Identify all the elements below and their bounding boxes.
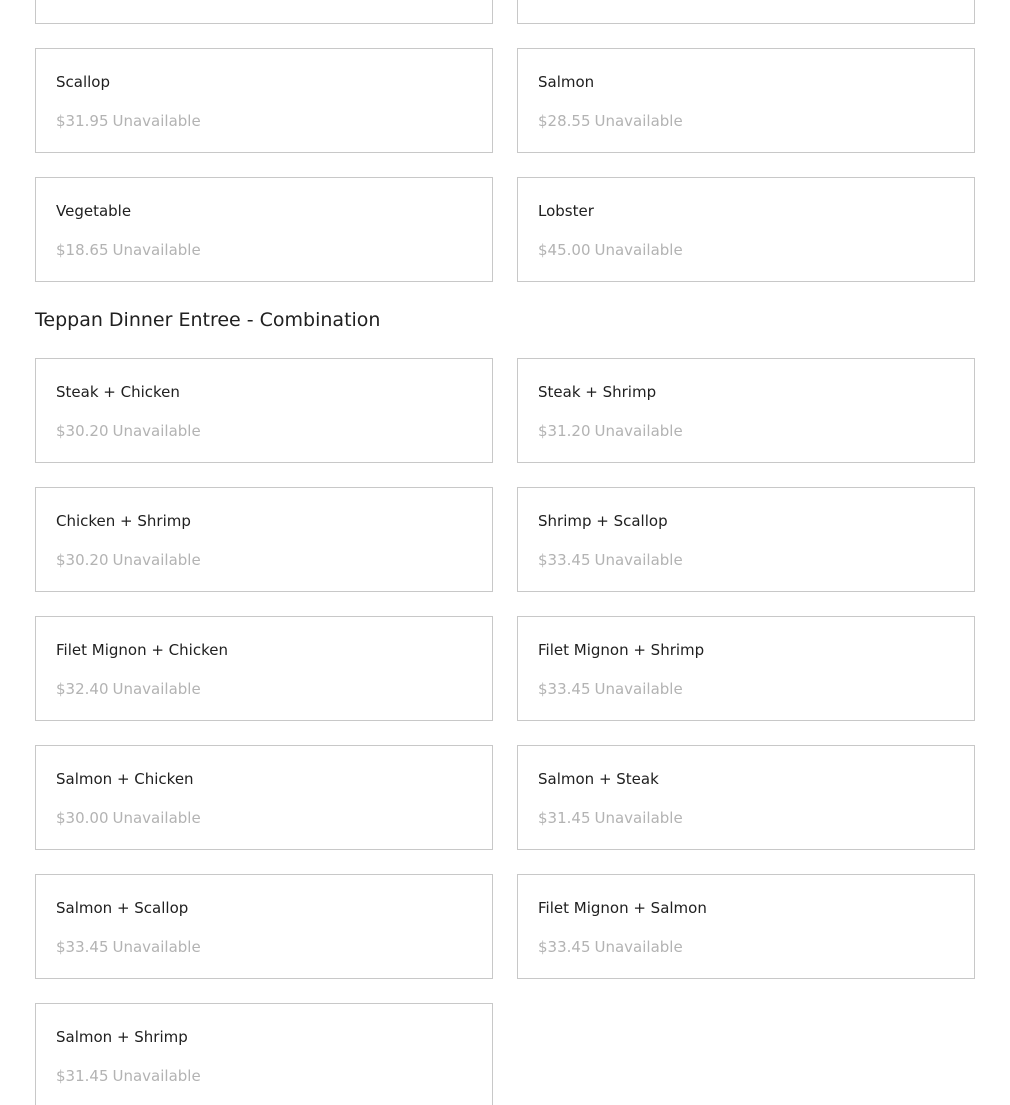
item-status: Unavailable [112,422,201,440]
item-name: Salmon + Shrimp [56,1028,188,1046]
item-price: $30.20 [56,551,109,569]
item-status: Unavailable [112,241,201,259]
item-price-status [56,422,472,440]
item-price-status [538,551,954,569]
menu-item-card-filet-mignon-shrimp[interactable] [517,616,975,721]
item-name: Steak + Shrimp [538,383,657,401]
menu-item-card[interactable] [517,0,975,24]
menu-item-card-salmon[interactable] [517,48,975,153]
item-price-status [56,112,472,130]
menu-item-card-shrimp-scallop[interactable] [517,487,975,592]
menu-item-card-scallop[interactable] [35,48,493,153]
item-status: Unavailable [112,551,201,569]
menu-item-card-filet-mignon-chicken[interactable] [35,616,493,721]
item-status: Unavailable [594,809,683,827]
item-price: $45.00 [538,241,591,259]
item-price-status [538,112,954,130]
menu-item-card-filet-mignon-salmon[interactable] [517,874,975,979]
menu-item-card-steak-chicken[interactable] [35,358,493,463]
item-price-status [538,680,954,698]
menu-item-card[interactable] [35,0,493,24]
item-status: Unavailable [594,112,683,130]
menu-item-card-salmon-shrimp[interactable] [35,1003,493,1105]
item-price-status [56,1067,472,1085]
menu-item-card-salmon-steak[interactable] [517,745,975,850]
item-status: Unavailable [594,551,683,569]
item-price: $32.40 [56,680,109,698]
item-price-status [538,422,954,440]
item-name: Salmon + Chicken [56,770,194,788]
section-title: Teppan Dinner Entree - Combination [35,309,381,331]
item-price-status [56,809,472,827]
previous-items-grid [35,0,975,24]
item-price: $33.45 [538,680,591,698]
item-price-status [56,938,472,956]
item-price: $31.95 [56,112,109,130]
menu-item-card-chicken-shrimp[interactable] [35,487,493,592]
menu-item-card-salmon-chicken[interactable] [35,745,493,850]
item-price: $18.65 [56,241,109,259]
item-price: $33.45 [538,551,591,569]
item-status: Unavailable [112,112,201,130]
item-price: $31.45 [538,809,591,827]
item-name: Salmon + Steak [538,770,659,788]
item-status: Unavailable [112,680,201,698]
item-price: $31.45 [56,1067,109,1085]
item-price-status [538,938,954,956]
item-price: $33.45 [56,938,109,956]
item-price-status [56,551,472,569]
item-price: $30.00 [56,809,109,827]
combination-items-grid [35,358,975,1105]
item-name: Lobster [538,202,594,220]
menu-item-card-lobster[interactable] [517,177,975,282]
item-status: Unavailable [112,809,201,827]
item-name: Shrimp + Scallop [538,512,668,530]
item-price: $31.20 [538,422,591,440]
item-name: Filet Mignon + Salmon [538,899,707,917]
item-name: Salmon + Scallop [56,899,189,917]
item-name: Filet Mignon + Shrimp [538,641,705,659]
item-name: Filet Mignon + Chicken [56,641,228,659]
menu-item-card-steak-shrimp[interactable] [517,358,975,463]
entree-items-grid [35,48,975,282]
item-price-status [56,241,472,259]
item-name: Chicken + Shrimp [56,512,191,530]
item-name: Steak + Chicken [56,383,180,401]
item-status: Unavailable [112,938,201,956]
item-status: Unavailable [594,680,683,698]
item-status: Unavailable [594,938,683,956]
item-price-status [56,680,472,698]
item-name: Salmon [538,73,595,91]
item-price-status [538,241,954,259]
item-status: Unavailable [112,1067,201,1085]
item-status: Unavailable [594,422,683,440]
item-price: $33.45 [538,938,591,956]
item-price: $30.20 [56,422,109,440]
item-status: Unavailable [594,241,683,259]
menu-item-card-salmon-scallop[interactable] [35,874,493,979]
item-name: Scallop [56,73,110,91]
item-price: $28.55 [538,112,591,130]
item-name: Vegetable [56,202,132,220]
item-price-status [538,809,954,827]
menu-item-card-vegetable[interactable] [35,177,493,282]
